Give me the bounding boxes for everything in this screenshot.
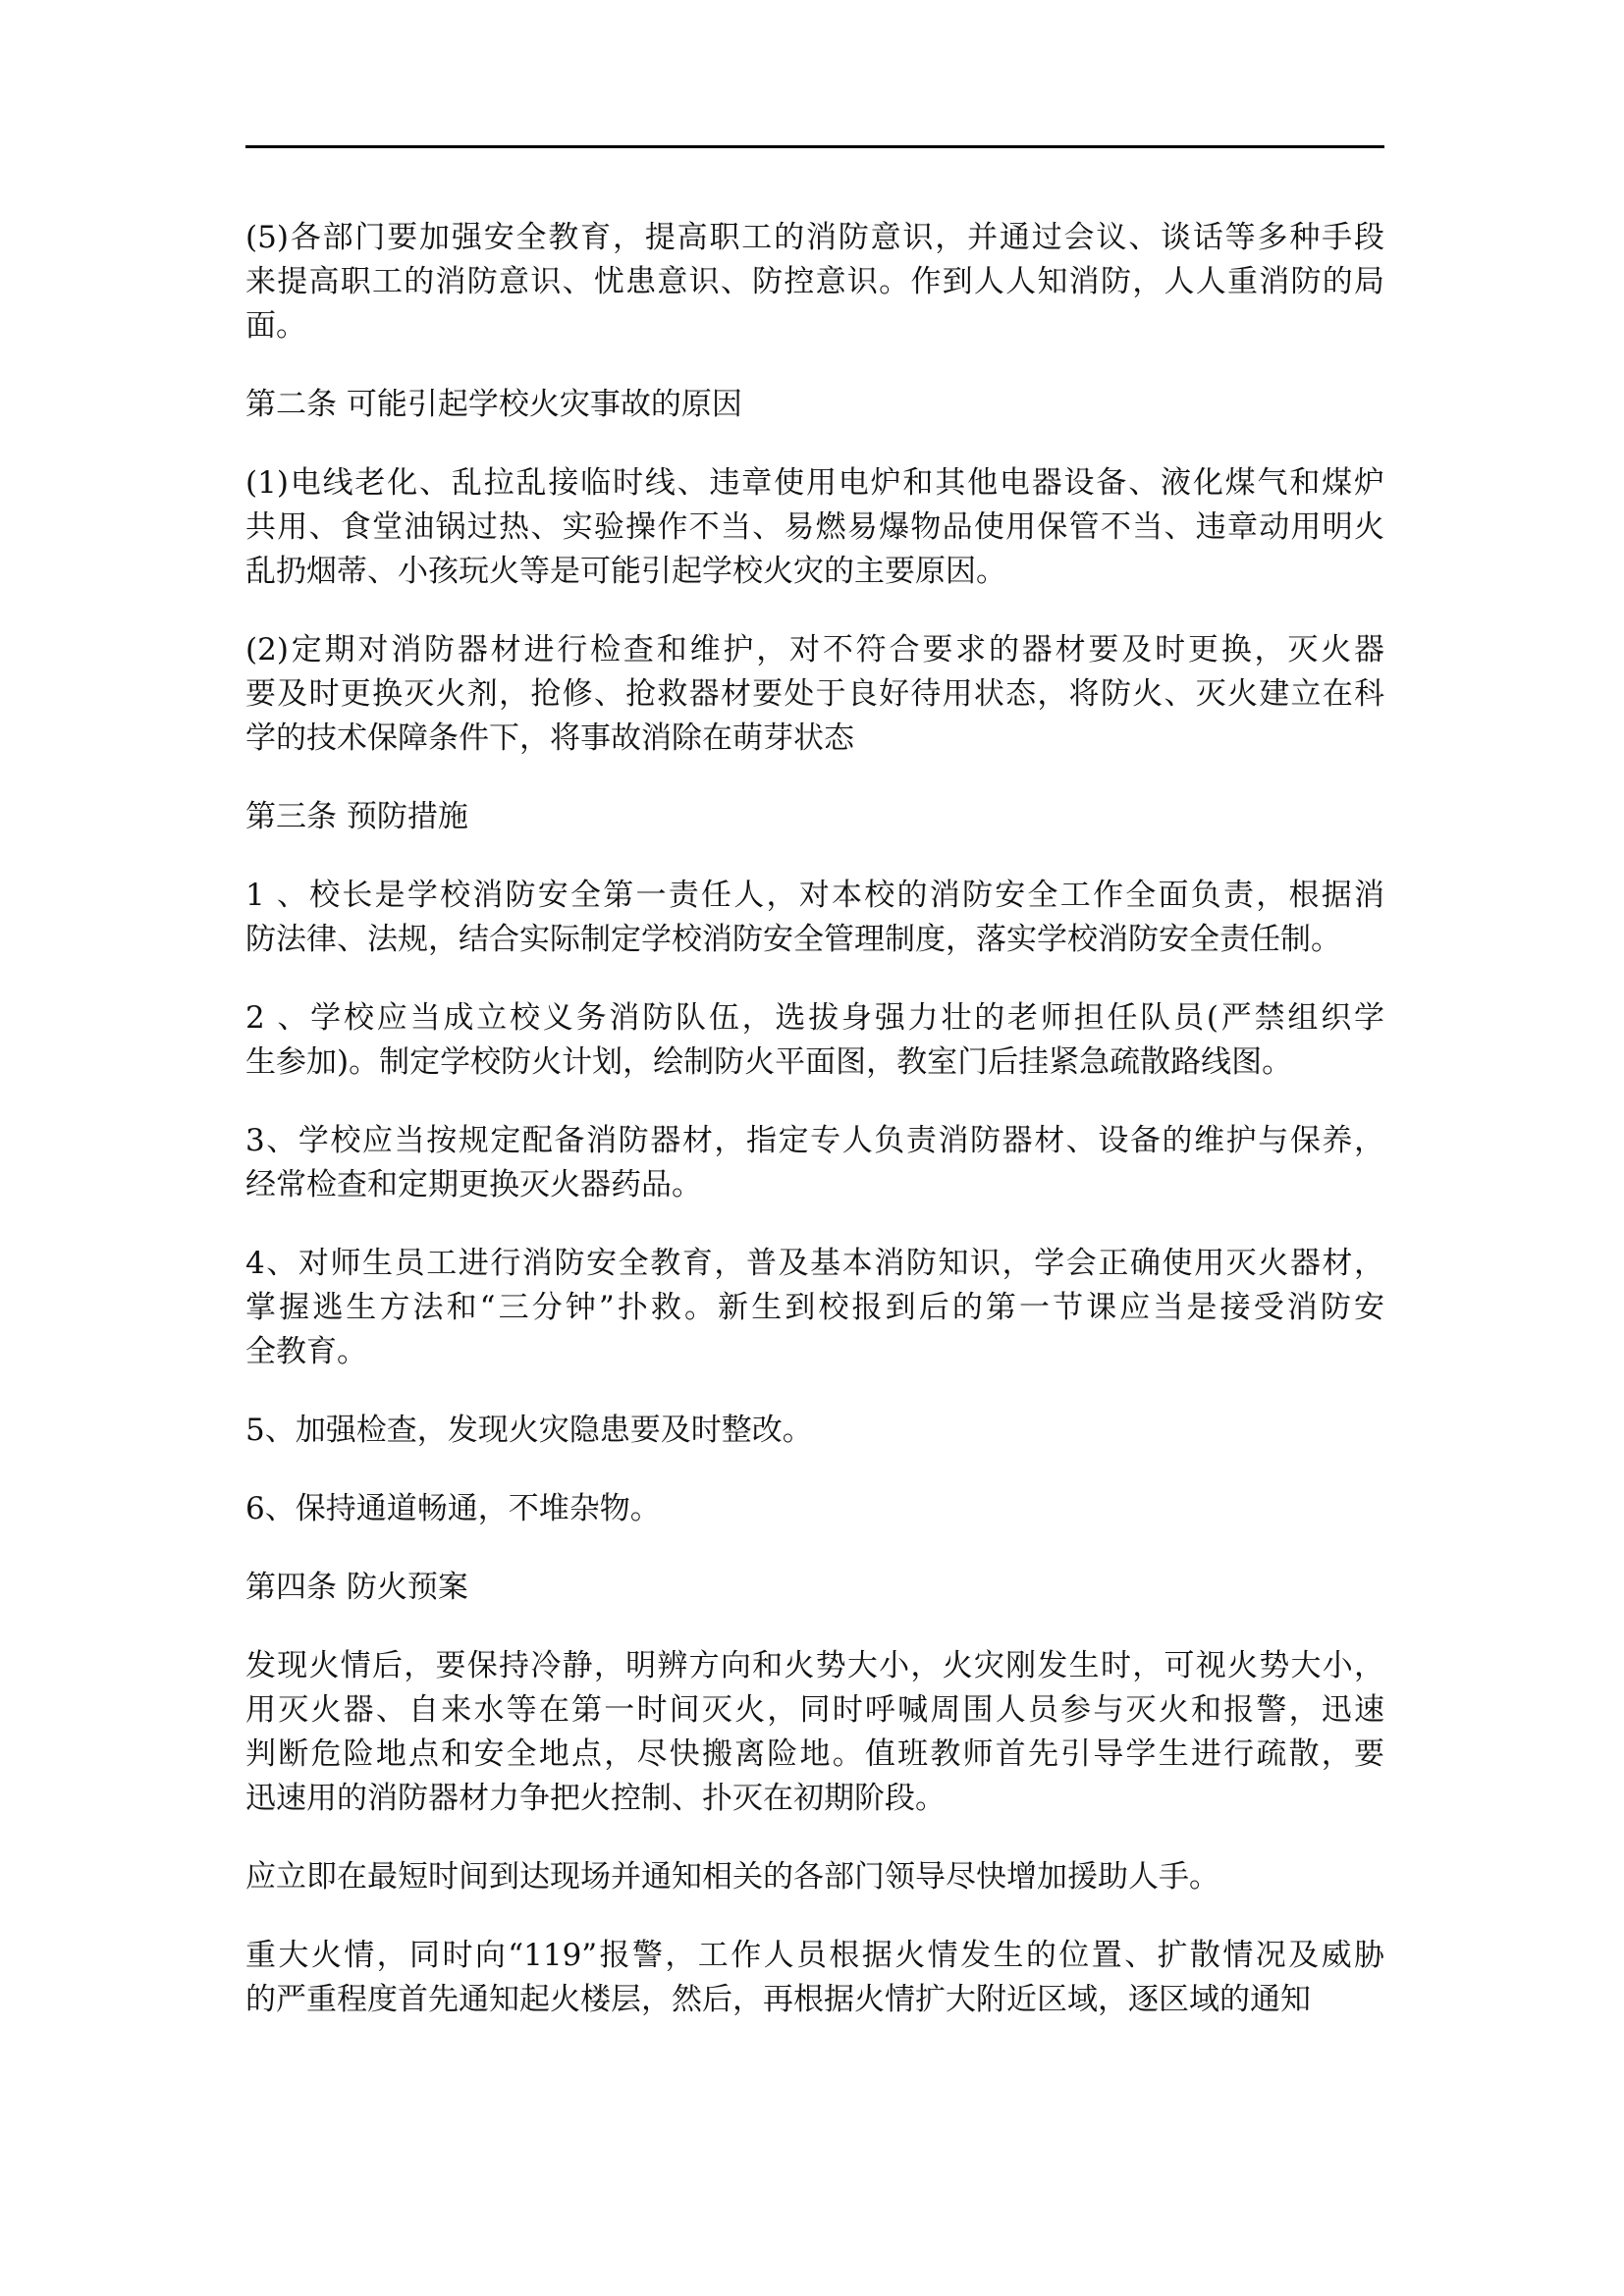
paragraph: [245, 1644, 1384, 1821]
text-line: 迅速用的消防器材力争把火控制、扑灭在初期阶段。: [245, 1781, 946, 1816]
text-line: 1 、校长是学校消防安全第一责任人，对本校的消防安全工作全面负责，根据消: [245, 878, 1384, 913]
paragraph: [245, 874, 1384, 962]
text-line: 应立即在最短时间到达现场并通知相关的各部门领导尽快增加援助人手。: [245, 1859, 1219, 1895]
document-body: [245, 216, 1384, 2056]
text-line: 的严重程度首先通知起火楼层，然后，再根据火情扩大附近区域，逐区域的通知: [245, 1982, 1311, 2017]
paragraph: [245, 1409, 1384, 1453]
paragraph: [245, 1934, 1384, 2022]
text-line: 掌握逃生方法和“三分钟”扑救。新生到校报到后的第一节课应当是接受消防安: [245, 1290, 1384, 1325]
paragraph: [245, 383, 1384, 427]
text-line: 第二条 可能引起学校火灾事故的原因: [245, 387, 742, 422]
paragraph: [245, 1242, 1384, 1374]
paragraph: [245, 996, 1384, 1085]
text-line: 5、加强检查，发现火灾隐患要及时整改。: [245, 1413, 813, 1448]
header-rule: [245, 145, 1384, 148]
paragraph: [245, 461, 1384, 594]
text-line: 经常检查和定期更换灭火器药品。: [245, 1167, 702, 1202]
text-line: 共用、食堂油锅过热、实验操作不当、易燃易爆物品使用保管不当、违章动用明火: [245, 509, 1384, 545]
paragraph: [245, 216, 1384, 348]
text-line: 判断危险地点和安全地点，尽快搬离险地。值班教师首先引导学生进行疏散，要: [245, 1736, 1384, 1772]
text-line: 用灭火器、自来水等在第一时间灭火，同时呼喊周围人员参与灭火和报警，迅速: [245, 1692, 1384, 1728]
text-line: (1)电线老化、乱拉乱接临时线、违章使用电炉和其他电器设备、液化煤气和煤炉: [245, 465, 1384, 501]
text-line: 2 、学校应当成立校义务消防队伍，选拔身强力壮的老师担任队员(严禁组织学: [245, 1000, 1384, 1036]
text-line: 6、保持通道畅通，不堆杂物。: [245, 1491, 661, 1526]
text-line: 重大火情，同时向“119”报警，工作人员根据火情发生的位置、扩散情况及威胁: [245, 1938, 1384, 1973]
text-line: 发现火情后，要保持冷静，明辨方向和火势大小，火灾刚发生时，可视火势大小，: [245, 1648, 1384, 1683]
text-line: 第四条 防火预案: [245, 1570, 468, 1605]
text-line: 防法律、法规，结合实际制定学校消防安全管理制度，落实学校消防安全责任制。: [245, 922, 1341, 957]
paragraph: [245, 1119, 1384, 1207]
text-line: 乱扔烟蒂、小孩玩火等是可能引起学校火灾的主要原因。: [245, 554, 1006, 589]
paragraph: [245, 795, 1384, 839]
text-line: 来提高职工的消防意识、忧患意识、防控意识。作到人人知消防，人人重消防的局: [245, 264, 1384, 299]
paragraph: [245, 1487, 1384, 1531]
paragraph: [245, 1566, 1384, 1610]
text-line: 4、对师生员工进行消防安全教育，普及基本消防知识，学会正确使用灭火器材，: [245, 1246, 1384, 1281]
text-line: 全教育。: [245, 1334, 367, 1369]
text-line: (5)各部门要加强安全教育，提高职工的消防意识，并通过会议、谈话等多种手段: [245, 220, 1384, 255]
text-line: 3、学校应当按规定配备消防器材，指定专人负责消防器材、设备的维护与保养，: [245, 1123, 1384, 1158]
text-line: 面。: [245, 308, 306, 344]
text-line: 学的技术保障条件下，将事故消除在萌芽状态: [245, 721, 854, 756]
paragraph: [245, 1855, 1384, 1899]
text-line: (2)定期对消防器材进行检查和维护，对不符合要求的器材要及时更换，灭火器: [245, 632, 1384, 667]
text-line: 要及时更换灭火剂，抢修、抢救器材要处于良好待用状态，将防火、灭火建立在科: [245, 676, 1384, 712]
paragraph: [245, 628, 1384, 761]
text-line: 第三条 预防措施: [245, 799, 468, 834]
text-line: 生参加)。制定学校防火计划，绘制防火平面图，教室门后挂紧急疏散路线图。: [245, 1044, 1293, 1080]
